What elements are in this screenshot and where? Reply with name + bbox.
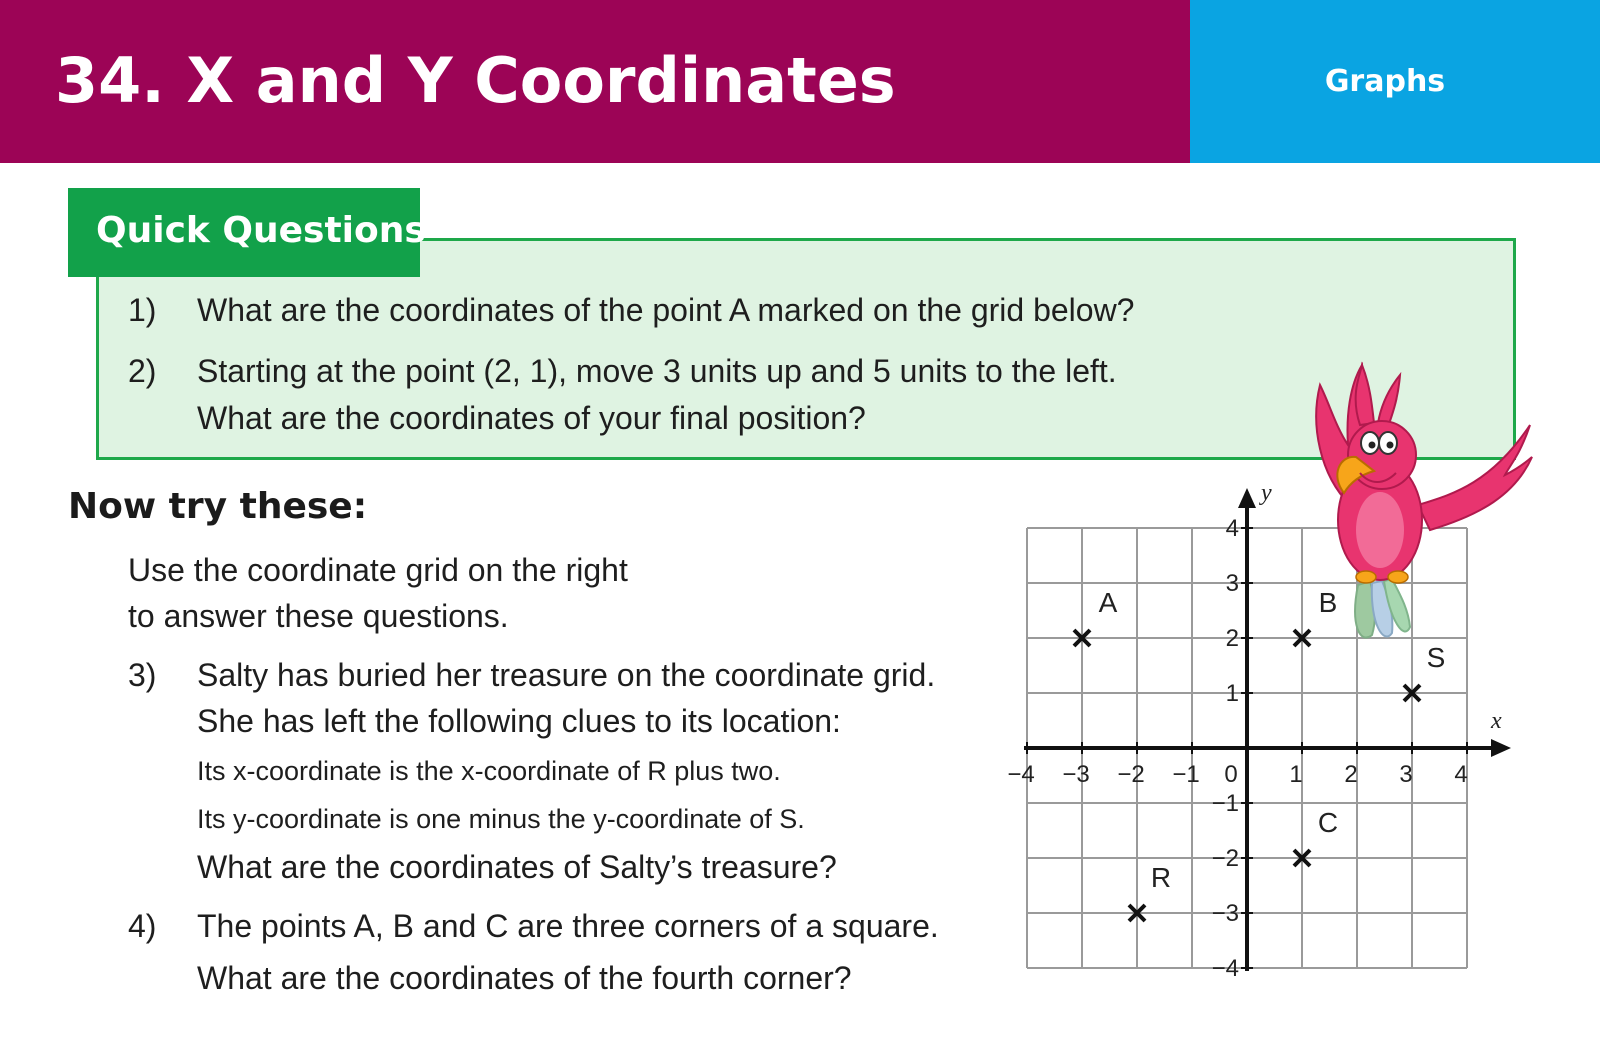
x-tick-label: −2 (1117, 761, 1145, 788)
y-tick-label: −3 (1211, 900, 1239, 927)
quick-questions-tab (68, 188, 426, 277)
question-1-number: 1) (128, 292, 157, 328)
y-axis-arrow (1238, 488, 1256, 508)
question-3-line-2: She has left the following clues to its location: (197, 703, 841, 739)
parrot-icon (1300, 345, 1560, 655)
point-label-r: R (1150, 862, 1172, 893)
y-tick-label: −4 (1211, 955, 1239, 982)
x-tick-label: 3 (1399, 761, 1413, 788)
intro-line-1: Use the coordinate grid on the right (128, 552, 628, 588)
x-axis-label: x (1491, 708, 1502, 734)
y-tick-label: −1 (1211, 790, 1239, 817)
question-1-text: What are the coordinates of the point A marked on the grid below? (197, 292, 1135, 328)
question-3-question: What are the coordinates of Salty’s treasure? (197, 849, 837, 885)
y-tick-label: 2 (1225, 625, 1239, 652)
question-2-text-line-1: Starting at the point (2, 1), move 3 units up and 5 units to the left. (197, 353, 1117, 389)
point-label-s: S (1426, 642, 1446, 673)
y-axis-label: y (1261, 480, 1272, 506)
question-3-line-1: Salty has buried her treasure on the coordinate grid. (197, 657, 936, 693)
question-2-text-line-2: What are the coordinates of your final position? (197, 400, 866, 436)
point-label-c: C (1317, 807, 1339, 838)
x-tick-label: 1 (1289, 761, 1303, 788)
now-try-heading: Now try these: (68, 486, 368, 527)
y-tick-label: 4 (1225, 515, 1239, 542)
y-tick-label: 1 (1225, 680, 1239, 707)
x-axis-arrow (1491, 739, 1511, 757)
y-tick-label: 3 (1225, 570, 1239, 597)
quick-questions-heading: Quick Questions (96, 210, 426, 251)
topic-label: Graphs (1324, 64, 1446, 99)
point-label-a: A (1098, 587, 1118, 618)
point-label-b: B (1318, 587, 1338, 618)
x-tick-label: −4 (1007, 761, 1035, 788)
x-tick-label: 0 (1224, 761, 1238, 788)
question-4-line-1: The points A, B and C are three corners of a square. (197, 908, 939, 944)
question-3-clue-1: Its x-coordinate is the x-coordinate of R plus two. (197, 756, 781, 786)
topic-tab (1190, 0, 1600, 163)
y-tick-label: −2 (1211, 845, 1239, 872)
question-3-number: 3) (128, 657, 157, 693)
x-tick-label: 4 (1454, 761, 1468, 788)
x-tick-label: −3 (1062, 761, 1090, 788)
page-title: 34. X and Y Coordinates (55, 44, 896, 117)
intro-line-2: to answer these questions. (128, 598, 509, 634)
question-2-number: 2) (128, 353, 157, 389)
x-tick-label: 2 (1344, 761, 1358, 788)
question-4-line-2: What are the coordinates of the fourth corner? (197, 960, 852, 996)
question-3-clue-2: Its y-coordinate is one minus the y-coordinate of S. (197, 804, 805, 834)
question-4-number: 4) (128, 908, 157, 944)
x-tick-label: −1 (1172, 761, 1200, 788)
